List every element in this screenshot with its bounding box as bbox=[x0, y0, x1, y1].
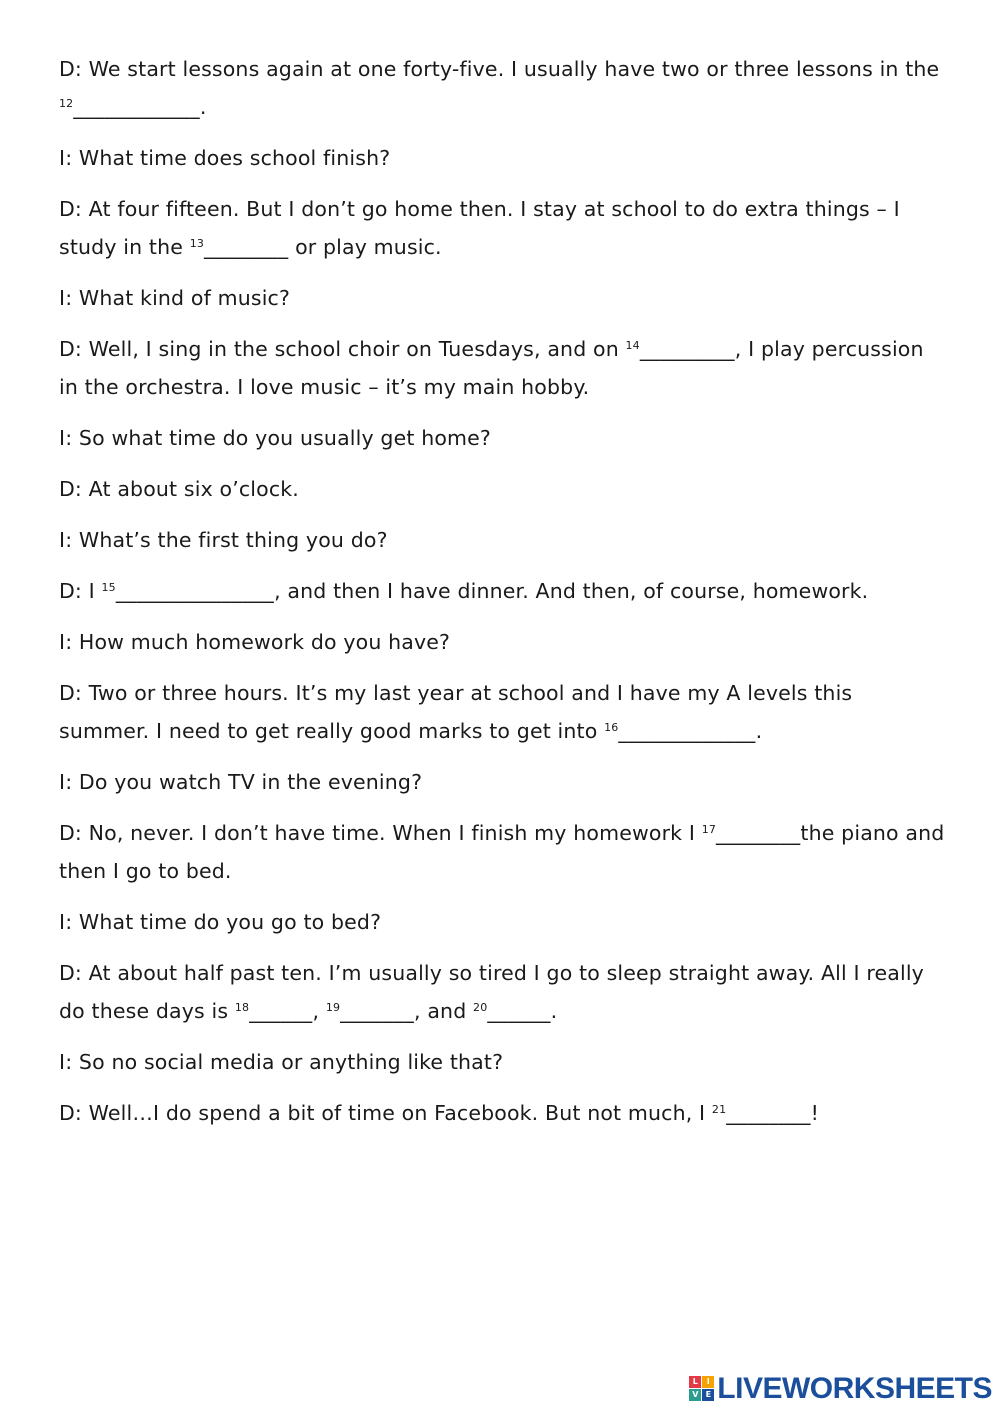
line-text: I: What kind of music? bbox=[59, 286, 291, 310]
line-text: ! bbox=[810, 1101, 820, 1125]
line-text: D: Well, I sing in the school choir on Tuesdays, and on bbox=[59, 337, 626, 361]
logo-icon bbox=[689, 1376, 715, 1402]
blank-number: 14 bbox=[625, 339, 640, 352]
blank-number: 18 bbox=[234, 1001, 250, 1014]
dialogue-line-12 bbox=[59, 763, 949, 801]
dialogue-line-9 bbox=[59, 572, 949, 610]
line-text: I: What time do you go to bed? bbox=[59, 910, 382, 934]
dialogue-line-3 bbox=[59, 190, 949, 266]
dialogue-line-15 bbox=[59, 954, 949, 1030]
line-text: , bbox=[312, 999, 326, 1023]
answer-blank-13[interactable]: ________ bbox=[204, 235, 289, 259]
answer-blank-18[interactable]: ______ bbox=[249, 999, 313, 1023]
line-text: D: I bbox=[59, 579, 102, 603]
line-text: D: At about half past ten. I’m usually so tired I go to sleep straight away. All I really do these days is bbox=[59, 961, 924, 1023]
line-text: D: Two or three hours. It’s my last year at school and I have my A levels this summer. I need to get really good marks to get into bbox=[59, 681, 853, 743]
dialogue-line-13 bbox=[59, 814, 949, 890]
answer-blank-21[interactable]: ________ bbox=[726, 1101, 811, 1125]
answer-blank-15[interactable]: _______________ bbox=[115, 579, 275, 603]
liveworksheets-logo bbox=[689, 1371, 992, 1407]
logo-letter: I bbox=[702, 1376, 714, 1388]
dialogue-line-6 bbox=[59, 419, 949, 457]
line-text: , and then I have dinner. And then, of course, homework. bbox=[274, 579, 869, 603]
line-text: D: No, never. I don’t have time. When I finish my homework I bbox=[59, 821, 702, 845]
line-text: I: What time does school finish? bbox=[59, 146, 391, 170]
answer-blank-16[interactable]: _____________ bbox=[618, 719, 756, 743]
dialogue-line-1 bbox=[59, 50, 949, 126]
dialogue-line-8 bbox=[59, 521, 949, 559]
line-text: , I play percussion in the orchestra. I love music – it’s my main hobby. bbox=[59, 337, 924, 399]
blank-number: 19 bbox=[325, 1001, 341, 1014]
blank-number: 13 bbox=[189, 237, 204, 250]
line-text: . bbox=[199, 95, 207, 119]
answer-blank-12[interactable]: ____________ bbox=[73, 95, 200, 119]
dialogue-line-5 bbox=[59, 330, 949, 406]
logo-brand-text: LIVEWORKSHEETS bbox=[717, 1372, 992, 1405]
line-text: D: At about six o’clock. bbox=[59, 477, 299, 501]
dialogue-line-10 bbox=[59, 623, 949, 661]
answer-blank-14[interactable]: _________ bbox=[639, 337, 735, 361]
line-text: the piano and then I go to bed. bbox=[59, 821, 945, 883]
line-text: I: So no social media or anything like that? bbox=[59, 1050, 504, 1074]
dialogue-line-2 bbox=[59, 139, 949, 177]
line-text: I: How much homework do you have? bbox=[59, 630, 451, 654]
dialogue-line-7 bbox=[59, 470, 949, 508]
blank-number: 17 bbox=[701, 823, 717, 836]
dialogue-line-14 bbox=[59, 903, 949, 941]
blank-number: 12 bbox=[59, 97, 74, 110]
dialogue-line-4 bbox=[59, 279, 949, 317]
dialogue-line-16 bbox=[59, 1043, 949, 1081]
blank-number: 21 bbox=[711, 1103, 727, 1116]
line-text: . bbox=[755, 719, 763, 743]
line-text: D: At four fifteen. But I don’t go home then. I stay at school to do extra things – I study in the bbox=[59, 197, 900, 259]
line-text: . bbox=[550, 999, 558, 1023]
blank-number: 15 bbox=[101, 581, 116, 594]
answer-blank-20[interactable]: ______ bbox=[487, 999, 551, 1023]
logo-letter: V bbox=[689, 1389, 701, 1401]
line-text: D: Well…I do spend a bit of time on Facebook. But not much, I bbox=[59, 1101, 712, 1125]
answer-blank-19[interactable]: _______ bbox=[340, 999, 415, 1023]
blank-number: 20 bbox=[473, 1001, 488, 1014]
line-text: D: We start lessons again at one forty-five. I usually have two or three lessons in the bbox=[59, 57, 940, 81]
line-text: I: So what time do you usually get home? bbox=[59, 426, 491, 450]
line-text: , and bbox=[414, 999, 474, 1023]
line-text: or play music. bbox=[288, 235, 442, 259]
dialogue-line-17 bbox=[59, 1094, 949, 1132]
line-text: I: What’s the first thing you do? bbox=[59, 528, 388, 552]
worksheet-body bbox=[59, 50, 949, 1145]
answer-blank-17[interactable]: ________ bbox=[716, 821, 801, 845]
line-text: I: Do you watch TV in the evening? bbox=[59, 770, 423, 794]
blank-number: 16 bbox=[604, 721, 619, 734]
logo-letter: E bbox=[702, 1389, 714, 1401]
logo-letter: L bbox=[689, 1376, 701, 1388]
dialogue-line-11 bbox=[59, 674, 949, 750]
